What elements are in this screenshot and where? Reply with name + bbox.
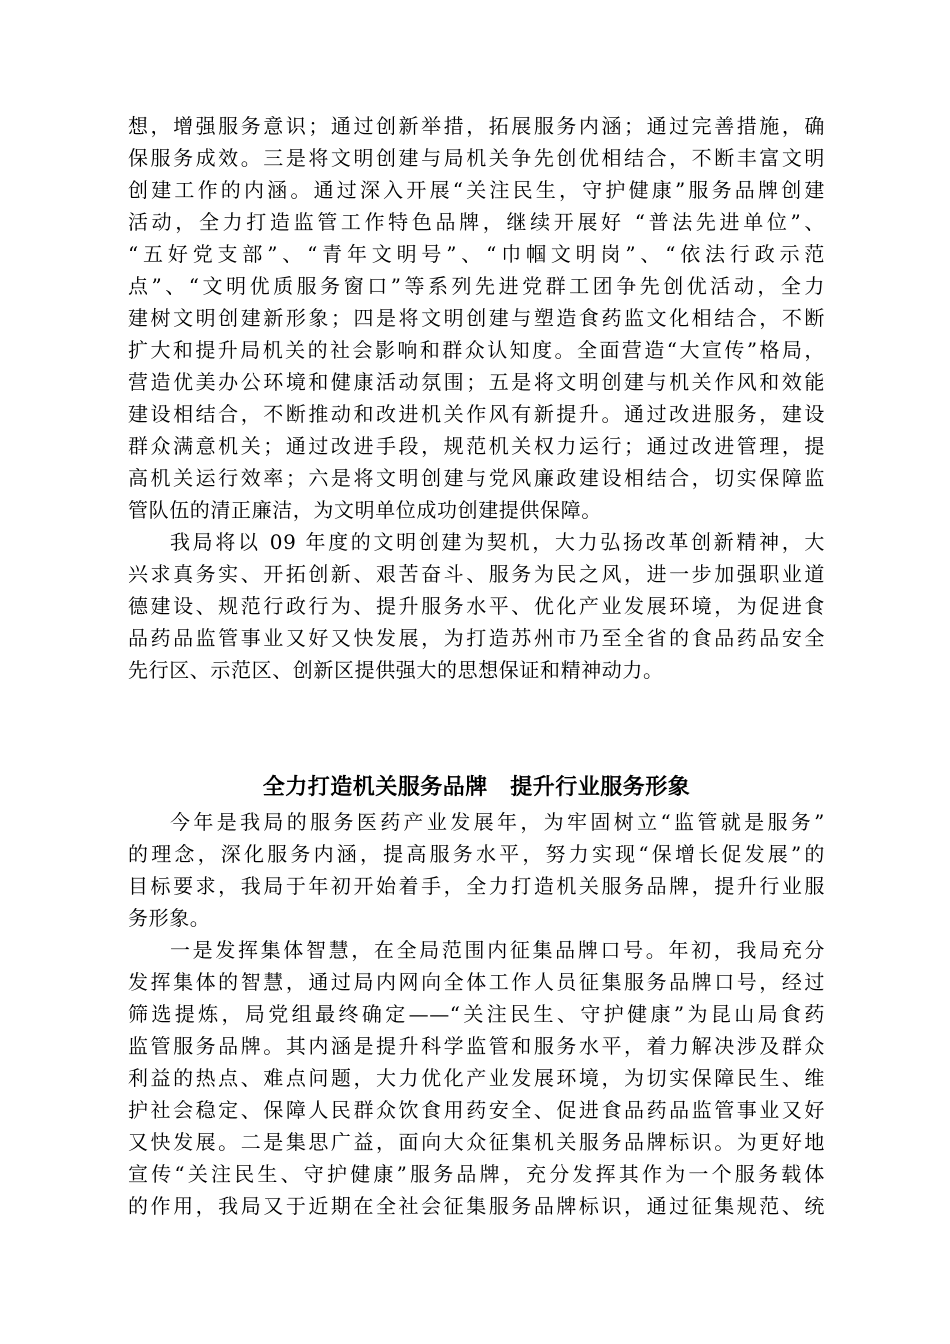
text-line: 我局将以 09 年度的文明创建为契机，大力弘扬改革创新精神，大 [170, 530, 825, 554]
text-line: 今年是我局的服务医药产业发展年，为牢固树立“监管就是服务” [170, 810, 825, 834]
section2-paragraph-1 [128, 806, 825, 934]
text-line: 护社会稳定、保障人民群众饮食用药安全、促进食品药品监管事业又好 [128, 1098, 825, 1122]
text-line: 兴求真务实、开拓创新、艰苦奋斗、服务为民之风，进一步加强职业道 [128, 562, 825, 586]
text-line: “五好党支部”、“青年文明号”、“巾帼文明岗”、“依法行政示范 [128, 242, 825, 266]
text-line: 活动，全力打造监管工作特色品牌，继续开展好 “普法先进单位”、 [128, 210, 825, 234]
text-line: 的理念，深化服务内涵，提高服务水平，努力实现“保增长促发展”的 [128, 842, 825, 866]
text-line: 点”、“文明优质服务窗口”等系列先进党群工团争先创优活动，全力 [128, 274, 825, 298]
section1-paragraph-1 [128, 110, 825, 526]
text-line: 监管服务品牌。其内涵是提升科学监管和服务水平，着力解决涉及群众 [128, 1034, 825, 1058]
text-line: 宣传“关注民生、守护健康”服务品牌，充分发挥其作为一个服务载体 [128, 1162, 825, 1186]
text-line: 先行区、示范区、创新区提供强大的思想保证和精神动力。 [128, 658, 664, 682]
text-line: 一是发挥集体智慧，在全局范围内征集品牌口号。年初，我局充分 [170, 938, 825, 962]
section1-paragraph-2 [128, 526, 825, 686]
text-line: 又快发展。二是集思广益，面向大众征集机关服务品牌标识。为更好地 [128, 1130, 825, 1154]
text-line: 群众满意机关；通过改进手段，规范机关权力运行；通过改进管理，提 [128, 434, 825, 458]
text-line: 营造优美办公环境和健康活动氛围；五是将文明创建与机关作风和效能 [128, 370, 825, 394]
section2-paragraph-2 [128, 934, 825, 1222]
text-line: 的作用，我局又于近期在全社会征集服务品牌标识，通过征集规范、统 [128, 1194, 825, 1218]
text-line: 品药品监管事业又好又快发展，为打造苏州市乃至全省的食品药品安全 [128, 626, 825, 650]
text-line: 建设相结合，不断推动和改进机关作风有新提升。通过改进服务，建设 [128, 402, 825, 426]
text-line: 利益的热点、难点问题，大力优化产业发展环境，为切实保障民生、维 [128, 1066, 825, 1090]
text-line: 创建工作的内涵。通过深入开展“关注民生，守护健康”服务品牌创建 [128, 178, 825, 202]
text-line: 务形象。 [128, 906, 211, 930]
text-line: 建树文明创建新形象；四是将文明创建与塑造食药监文化相结合，不断 [128, 306, 825, 330]
text-line: 管队伍的清正廉洁，为文明单位成功创建提供保障。 [128, 498, 602, 522]
text-line: 想，增强服务意识；通过创新举措，拓展服务内涵；通过完善措施，确 [128, 114, 825, 138]
text-line: 发挥集体的智慧，通过局内网向全体工作人员征集服务品牌口号，经过 [128, 970, 825, 994]
section-gap [128, 686, 825, 770]
text-line: 保服务成效。三是将文明创建与局机关争先创优相结合，不断丰富文明 [128, 146, 825, 170]
text-line: 德建设、规范行政行为、提升服务水平、优化产业发展环境，为促进食 [128, 594, 825, 618]
text-line: 高机关运行效率；六是将文明创建与党风廉政建设相结合，切实保障监 [128, 466, 825, 490]
text-line: 筛选提炼，局党组最终确定——“关注民生、守护健康”为昆山局食药 [128, 1002, 825, 1026]
section-heading: 全力打造机关服务品牌 提升行业服务形象 [262, 775, 691, 800]
text-line: 扩大和提升局机关的社会影响和群众认知度。全面营造“大宣传”格局， [128, 338, 825, 362]
document-page [128, 110, 825, 1222]
text-line: 目标要求，我局于年初开始着手，全力打造机关服务品牌，提升行业服 [128, 874, 825, 898]
